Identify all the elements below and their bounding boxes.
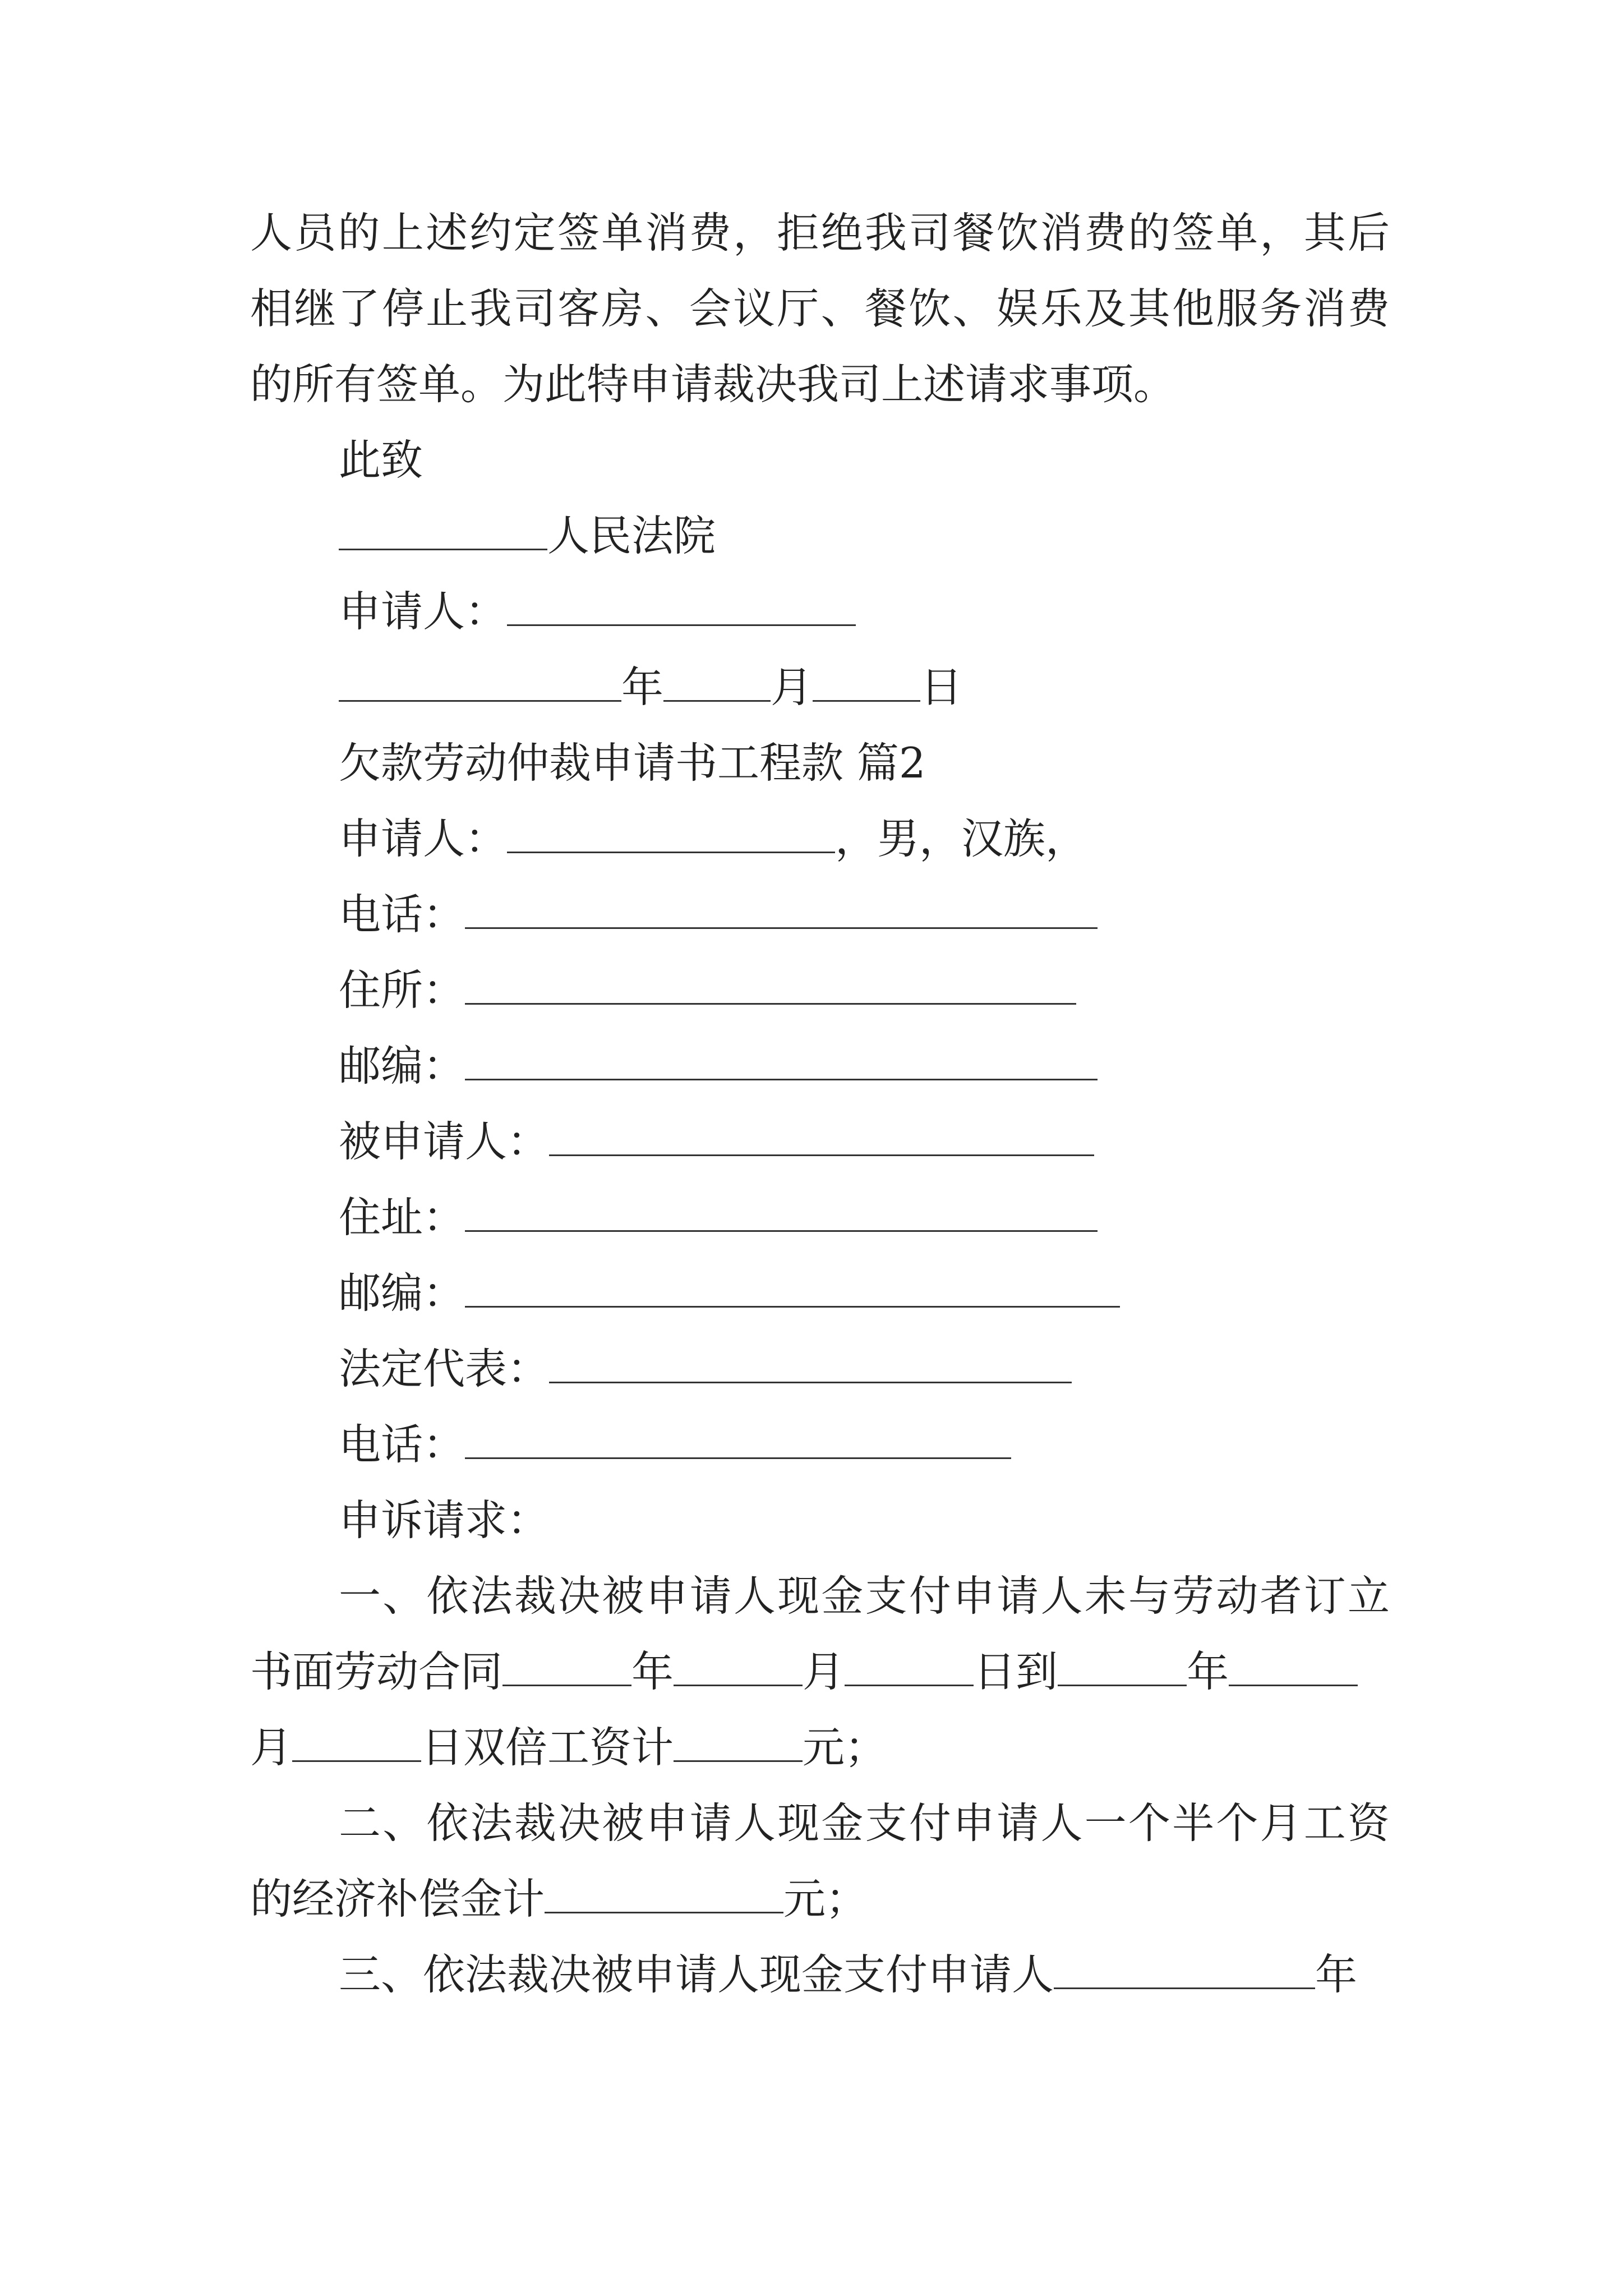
blank-underline (1054, 1950, 1315, 1990)
blank-underline (507, 814, 835, 854)
claim-text: 日双倍工资计 (421, 1723, 674, 1772)
postcode-label: 邮编： (339, 1041, 465, 1091)
blank-underline (339, 662, 621, 702)
blank-underline (502, 1647, 631, 1687)
year-label: 年 (631, 1647, 674, 1696)
blank-underline (465, 890, 1098, 930)
claims-label: 申诉请求： (339, 1496, 550, 1545)
section-heading: 欠款劳动仲裁申请书工程款 篇2 (339, 738, 926, 788)
phone-line (339, 886, 1098, 942)
year-label: 年 (1315, 1950, 1358, 1999)
applicant-line (339, 811, 1087, 867)
blank-underline (545, 1874, 783, 1914)
date-line (339, 659, 962, 715)
claim-text: 三、依法裁决被申请人现金支付申请人 (339, 1950, 1054, 1999)
signature-line (339, 583, 856, 639)
paragraph-line: 相继了停止我司客房、会议厅、餐饮、娱乐及其他服务消费 (250, 284, 1390, 333)
phone-line (339, 1416, 1011, 1473)
blank-underline (845, 1647, 974, 1687)
paragraph-line: 的所有签单。为此特申请裁决我司上述请求事项。 (250, 360, 1176, 409)
applicant-suffix: ，男，汉族， (835, 814, 1088, 863)
blank-underline (813, 662, 920, 702)
blank-underline (465, 965, 1076, 1005)
claim-2-line (250, 1871, 868, 1927)
day-label: 日 (920, 662, 963, 712)
respondent-label: 被申请人： (339, 1117, 550, 1166)
phone-label: 电话： (339, 1420, 465, 1469)
yuan-label: 元； (783, 1874, 868, 1924)
salutation: 此致 (339, 435, 423, 485)
month-label: 月 (771, 662, 813, 712)
postcode-label: 邮编： (339, 1268, 465, 1318)
claim-text: 的经济补偿金计 (250, 1874, 545, 1924)
blank-underline (1229, 1647, 1358, 1687)
applicant-label: 申请人： (339, 587, 508, 636)
blank-underline (674, 1723, 803, 1763)
address-label: 住址： (339, 1193, 465, 1242)
blank-underline (465, 1041, 1098, 1081)
blank-underline (507, 587, 856, 627)
blank-underline (674, 1647, 803, 1687)
respondent-line (339, 1114, 1094, 1170)
year-label: 年 (1187, 1647, 1229, 1696)
court-suffix: 人民法院 (547, 511, 716, 560)
blank-underline (339, 511, 547, 551)
address-line (339, 1189, 1098, 1245)
claim-1-line: 一、依法裁决被申请人现金支付申请人未与劳动者订立 (339, 1571, 1390, 1621)
paragraph-line: 人员的上述约定签单消费，拒绝我司餐饮消费的签单，其后 (250, 208, 1390, 257)
yuan-label: 元； (803, 1723, 887, 1772)
year-label: 年 (621, 662, 664, 712)
postcode-line (339, 1265, 1120, 1321)
blank-underline (465, 1420, 1011, 1460)
month-label: 月 (803, 1647, 845, 1696)
claim-2-line: 二、依法裁决被申请人现金支付申请人一个半个月工资 (339, 1798, 1390, 1848)
blank-underline (663, 662, 771, 702)
month-label: 月 (250, 1723, 293, 1772)
blank-underline (1058, 1647, 1187, 1687)
claim-1-line (250, 1719, 887, 1775)
day-to-label: 日到 (974, 1647, 1058, 1696)
applicant-label: 申请人： (339, 814, 508, 863)
claim-3-line (339, 1947, 1357, 2003)
legal-rep-label: 法定代表： (339, 1344, 550, 1393)
court-line (339, 508, 716, 564)
residence-line (339, 962, 1076, 1018)
blank-underline (465, 1268, 1120, 1308)
legal-rep-line (339, 1341, 1072, 1397)
phone-label: 电话： (339, 890, 465, 939)
blank-underline (549, 1117, 1094, 1157)
claim-text: 书面劳动合同 (250, 1647, 503, 1696)
blank-underline (549, 1344, 1072, 1384)
residence-label: 住所： (339, 965, 465, 1015)
blank-underline (465, 1193, 1098, 1232)
blank-underline (292, 1723, 421, 1763)
claim-1-line (250, 1644, 1358, 1700)
postcode-line (339, 1038, 1098, 1094)
